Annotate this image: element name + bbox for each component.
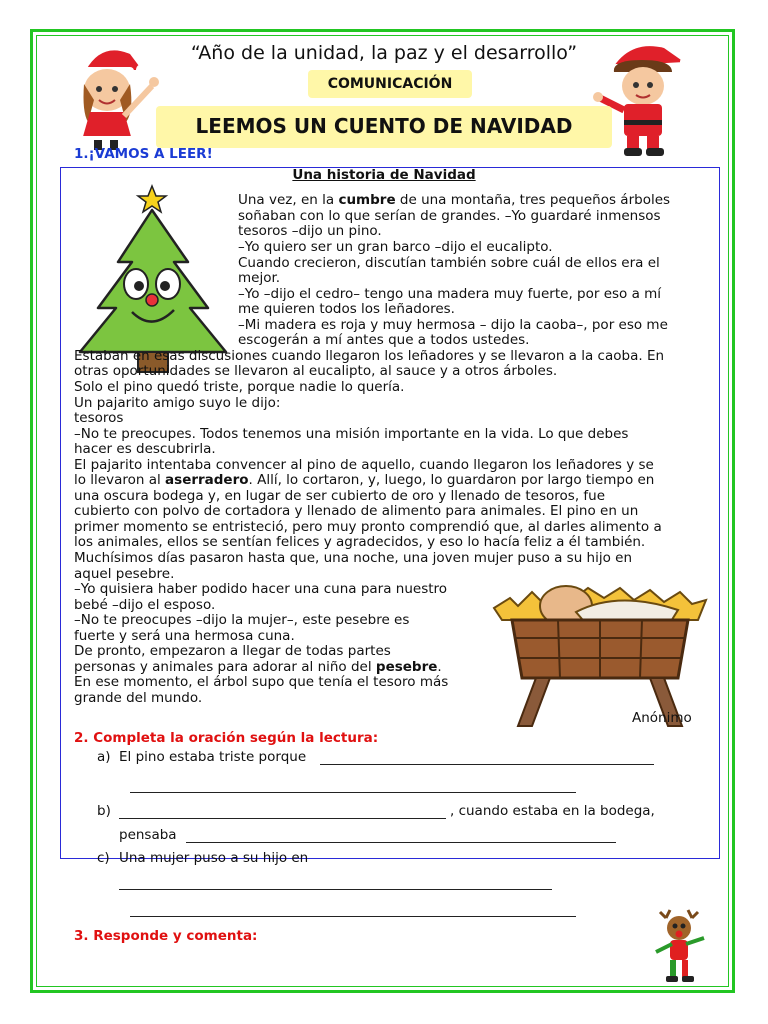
story-line: bebé –dijo el esposo.	[74, 597, 216, 613]
item-c-marker: c)	[97, 850, 110, 866]
answer-line-b2[interactable]	[186, 842, 616, 843]
story-line: tesoros –dijo un pino.	[238, 223, 382, 239]
story-text: Una vez, en la	[238, 192, 339, 208]
story-line: En ese momento, el árbol supo que tenía el tesoro más	[74, 674, 449, 690]
story-line: –No te preocupes –dijo la mujer–, este pesebre es	[74, 612, 410, 628]
item-a-marker: a)	[97, 749, 111, 765]
manger-illustration	[488, 580, 712, 730]
story-text: personas y animales para adorar al niño del	[74, 659, 376, 675]
story-keyword: aserradero	[165, 472, 249, 488]
item-b-prompt-2: pensaba	[119, 827, 177, 843]
story-line: tesoros	[74, 410, 124, 426]
story-text: .	[437, 659, 442, 675]
page-title: LEEMOS UN CUENTO DE NAVIDAD	[156, 106, 612, 148]
item-b-prompt: , cuando estaba en la bodega,	[450, 803, 655, 819]
answer-line-a1[interactable]	[320, 764, 654, 765]
story-text: de una montaña, tres pequeños árboles	[395, 192, 671, 208]
story-keyword: pesebre	[375, 659, 438, 675]
item-c-prompt: Una mujer puso a su hijo en	[119, 850, 309, 866]
story-line: fuerte y será una hermosa cuna.	[74, 628, 295, 644]
story-line: escogerán a mí antes que a todos ustedes.	[238, 332, 530, 348]
story-text: . Allí, lo cortaron, y, luego, lo guardaron por largo tiempo en	[248, 472, 655, 488]
item-b-marker: b)	[97, 803, 111, 819]
story-line: –Yo –dijo el cedro– tengo una madera muy fuerte, por eso a mí	[238, 286, 662, 302]
section-2-heading: 2. Completa la oración según la lectura:	[74, 730, 379, 746]
item-a-prompt: El pino estaba triste porque	[119, 749, 307, 765]
section-1-heading: 1.¡VAMOS A LEER!	[74, 146, 213, 162]
story-line: una oscura bodega y, en lugar de ser cubierto de oro y llenado de tesoros, fue	[74, 488, 606, 504]
story-text: lo llevaron al	[74, 472, 166, 488]
story-line: aquel pesebre.	[74, 566, 175, 582]
story-line: los animales, ellos se sentían felices y agradecidos, y eso lo hacía feliz a él también.	[74, 534, 646, 550]
story-line: primer momento se entristeció, pero muy pronto comprendió que, al darles alimento a	[74, 519, 662, 535]
story-line: Solo el pino quedó triste, porque nadie lo quería.	[74, 379, 405, 395]
section-3-heading: 3. Responde y comenta:	[74, 928, 258, 944]
story-line: Muchísimos días pasaron hasta que, una noche, una joven mujer puso a su hijo en	[74, 550, 633, 566]
story-line: otras oportunidades se llevaron al eucalipto, al sauce y a otros árboles.	[74, 363, 558, 379]
story-line: cubierto con polvo de cortadora y llenado de alimento para animales. El pino en un	[74, 503, 639, 519]
school-year-motto: “Año de la unidad, la paz y el desarrollo”	[190, 42, 578, 64]
story-line: –Yo quisiera haber podido hacer una cuna para nuestro	[74, 581, 448, 597]
story-line: –No te preocupes. Todos tenemos una misión importante en la vida. Lo que debes	[74, 426, 629, 442]
story-line: Estaban en esas discusiones cuando llegaron los leñadores y se llevaron a la caoba. En	[74, 348, 665, 364]
story-author: Anónimo	[632, 710, 692, 726]
story-line: grande del mundo.	[74, 690, 203, 706]
story-line: mejor.	[238, 270, 281, 286]
story-line: Cuando crecieron, discutían también sobre cuál de ellos era el	[238, 255, 660, 271]
story-title: Una historia de Navidad	[292, 167, 476, 183]
story-line: –Mi madera es roja y muy hermosa – dijo la caoba–, por eso me	[238, 317, 668, 333]
answer-line-a2[interactable]	[130, 792, 576, 793]
subject-badge: COMUNICACIÓN	[308, 70, 472, 98]
story-line	[238, 193, 670, 209]
story-line: soñaban con lo que serían de grandes. –Yo guardaré inmensos	[238, 208, 661, 224]
story-line	[74, 473, 654, 489]
answer-line-c2[interactable]	[130, 916, 576, 917]
story-line: me quieren todos los leñadores.	[238, 301, 455, 317]
story-line: Un pajarito amigo suyo le dijo:	[74, 395, 281, 411]
answer-line-b1[interactable]	[119, 818, 446, 819]
story-line: El pajarito intentaba convencer al pino de aquello, cuando llegaron los leñadores y se	[74, 457, 654, 473]
story-line: De pronto, empezaron a llegar de todas partes	[74, 643, 391, 659]
story-line: hacer es descubrirla.	[74, 441, 216, 457]
answer-line-c1[interactable]	[119, 889, 552, 890]
story-line: –Yo quiero ser un gran barco –dijo el eucalipto.	[238, 239, 553, 255]
reindeer-illustration	[652, 908, 710, 984]
story-keyword: cumbre	[338, 192, 396, 208]
